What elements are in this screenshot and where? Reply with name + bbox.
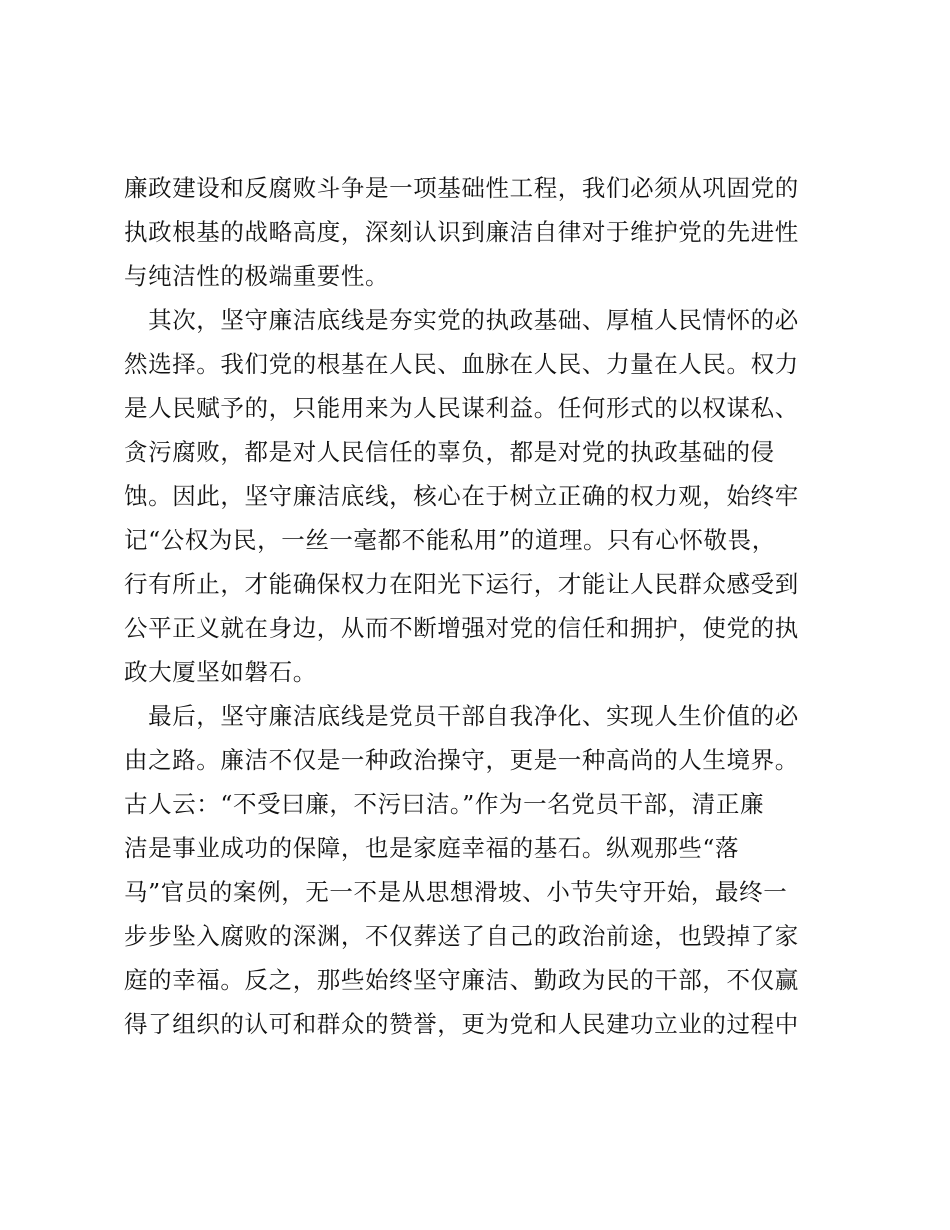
text-line: 贪污腐败，都是对人民信任的辜负，都是对党的执政基础的侵 xyxy=(124,438,775,466)
text-line: 步步坠入腐败的深渊，不仅葬送了自己的政治前途，也毁掉了家 xyxy=(124,922,799,950)
text-line: 古人云：“不受曰廉，不污曰洁。”作为一名党员干部，清正廉 xyxy=(124,790,765,818)
text-line: 马”官员的案例，无一不是从思想滑坡、小节失守开始，最终一 xyxy=(124,878,788,906)
text-line: 执政根基的战略高度，深刻认识到廉洁自律对于维护党的先进性 xyxy=(124,218,799,246)
text-line: 得了组织的认可和群众的赞誉，更为党和人民建功立业的过程中 xyxy=(124,1010,799,1038)
text-line: 然选择。我们党的根基在人民、血脉在人民、力量在人民。权力 xyxy=(124,350,799,378)
text-line: 洁是事业成功的保障，也是家庭幸福的基石。纵观那些“落 xyxy=(124,834,740,862)
text-line: 行有所止，才能确保权力在阳光下运行，才能让人民群众感受到 xyxy=(124,570,799,598)
text-line: 记“公权为民，一丝一毫都不能私用”的道理。只有心怀敬畏， xyxy=(124,526,776,554)
text-line: 最后，坚守廉洁底线是党员干部自我净化、实现人生价值的必 xyxy=(124,702,799,730)
text-line: 是人民赋予的，只能用来为人民谋利益。任何形式的以权谋私、 xyxy=(124,394,799,422)
text-line: 其次，坚守廉洁底线是夯实党的执政基础、厚植人民情怀的必 xyxy=(124,306,799,334)
text-line: 廉政建设和反腐败斗争是一项基础性工程，我们必须从巩固党的 xyxy=(124,174,799,202)
text-line: 庭的幸福。反之，那些始终坚守廉洁、勤政为民的干部，不仅赢 xyxy=(124,966,799,994)
text-line: 由之路。廉洁不仅是一种政治操守，更是一种高尚的人生境界。 xyxy=(124,746,799,774)
text-line: 政大厦坚如磐石。 xyxy=(124,658,317,686)
text-line: 与纯洁性的极端重要性。 xyxy=(124,262,390,290)
text-line: 公平正义就在身边，从而不断增强对党的信任和拥护，使党的执 xyxy=(124,614,799,642)
text-line: 蚀。因此，坚守廉洁底线，核心在于树立正确的权力观，始终牢 xyxy=(124,482,799,510)
